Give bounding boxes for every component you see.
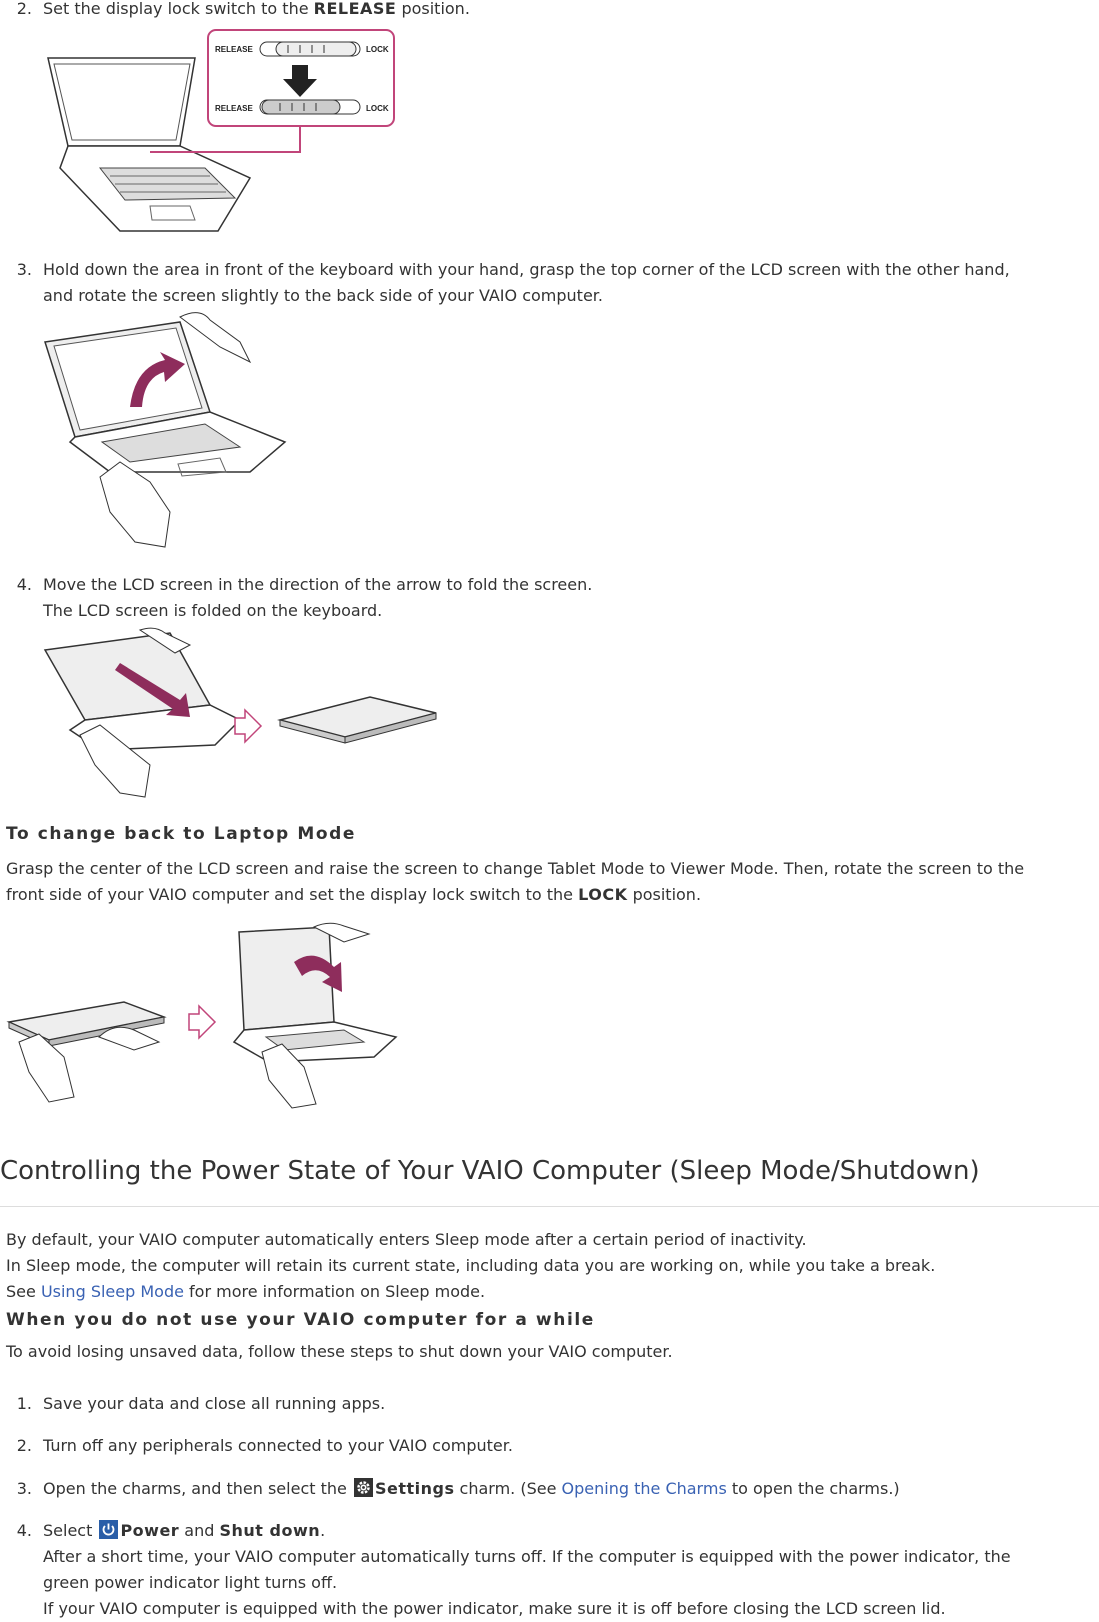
step-number: 4.	[16, 575, 32, 594]
text-run: Open the charms, and then select the	[43, 1479, 352, 1498]
step-line: The LCD screen is folded on the keyboard.	[43, 601, 383, 620]
step-number: 3.	[16, 1479, 32, 1498]
step-number: 2.	[16, 1436, 32, 1455]
lock-label-top: LOCK	[366, 45, 389, 54]
paragraph-line: By default, your VAIO computer automatically enters Sleep mode after a certain period of inactivity.	[6, 1230, 807, 1249]
step-number: 3.	[16, 260, 32, 279]
step-text-pre: Set the display lock switch to the	[43, 0, 314, 18]
change-back-text	[6, 856, 1024, 908]
step-line: After a short time, your VAIO computer automatically turns off. If the computer is equipped with the power indicator, the	[43, 1547, 1011, 1566]
laptop-mode-illustration	[4, 922, 404, 1112]
using-sleep-mode-link[interactable]: Using Sleep Mode	[40, 1282, 184, 1301]
step-line: Move the LCD screen in the direction of the arrow to fold the screen.	[43, 575, 593, 594]
step-number: 4.	[16, 1521, 32, 1540]
change-back-heading: To change back to Laptop Mode	[6, 824, 357, 844]
text-run: .	[320, 1521, 326, 1540]
paragraph-line: In Sleep mode, the computer will retain its current state, including data you are working on, while you take a break.	[6, 1256, 936, 1275]
text-run: Select	[43, 1521, 98, 1540]
shutdown-heading: When you do not use your VAIO computer for a while	[6, 1310, 595, 1330]
lock-label-bottom: LOCK	[366, 104, 389, 113]
text-run: to open the charms.)	[726, 1479, 900, 1498]
settings-keyword: Settings	[374, 1479, 455, 1498]
step-text	[43, 1518, 1011, 1622]
text-run: and	[179, 1521, 220, 1540]
paragraph-line	[6, 882, 1024, 908]
text-run: See	[6, 1282, 41, 1301]
shut-down-keyword: Shut down	[219, 1521, 321, 1540]
rotate-screen-illustration	[40, 312, 300, 552]
step-text: Turn off any peripherals connected to your VAIO computer.	[43, 1436, 513, 1455]
text-run: for more information on Sleep mode.	[183, 1282, 486, 1301]
section-heading: Controlling the Power State of Your VAIO Computer (Sleep Mode/Shutdown)	[0, 1156, 980, 1186]
step-text	[43, 1476, 900, 1502]
step-line: If your VAIO computer is equipped with the power indicator, make sure it is off before closing the LCD screen lid.	[43, 1599, 946, 1618]
laptop-release-illustration	[40, 28, 410, 238]
opening-the-charms-link[interactable]: Opening the Charms	[561, 1479, 727, 1498]
step-text	[43, 257, 1010, 309]
gear-icon	[354, 1478, 373, 1497]
power-icon	[99, 1520, 118, 1539]
text-run: charm. (See	[454, 1479, 562, 1498]
step-text	[43, 0, 470, 22]
step-line: and rotate the screen slightly to the back side of your VAIO computer.	[43, 286, 603, 305]
paragraph-line: Grasp the center of the LCD screen and raise the screen to change Tablet Mode to Viewer Mode. Then, rotate the screen to the	[6, 859, 1025, 878]
section-intro	[6, 1227, 935, 1305]
step-text: Save your data and close all running apps.	[43, 1394, 386, 1413]
release-label-top: RELEASE	[215, 45, 253, 54]
text-run: position.	[627, 885, 702, 904]
step-text-post: position.	[396, 0, 470, 18]
step-number: 1.	[16, 1394, 32, 1413]
release-label-bottom: RELEASE	[215, 104, 253, 113]
power-keyword: Power	[120, 1521, 180, 1540]
fold-screen-illustration	[40, 625, 440, 800]
text-run: front side of your VAIO computer and set the display lock switch to the	[6, 885, 579, 904]
step-line	[43, 1518, 1011, 1544]
section-divider	[0, 1206, 1099, 1207]
shutdown-intro: To avoid losing unsaved data, follow these steps to shut down your VAIO computer.	[6, 1342, 673, 1361]
release-keyword: RELEASE	[313, 0, 397, 18]
step-text	[43, 572, 592, 624]
step-line: Hold down the area in front of the keyboard with your hand, grasp the top corner of the LCD screen with the other hand,	[43, 260, 1010, 279]
step-number: 2.	[16, 0, 32, 18]
lock-keyword: LOCK	[578, 885, 628, 904]
step-line: green power indicator light turns off.	[43, 1573, 338, 1592]
paragraph-line	[6, 1279, 935, 1305]
